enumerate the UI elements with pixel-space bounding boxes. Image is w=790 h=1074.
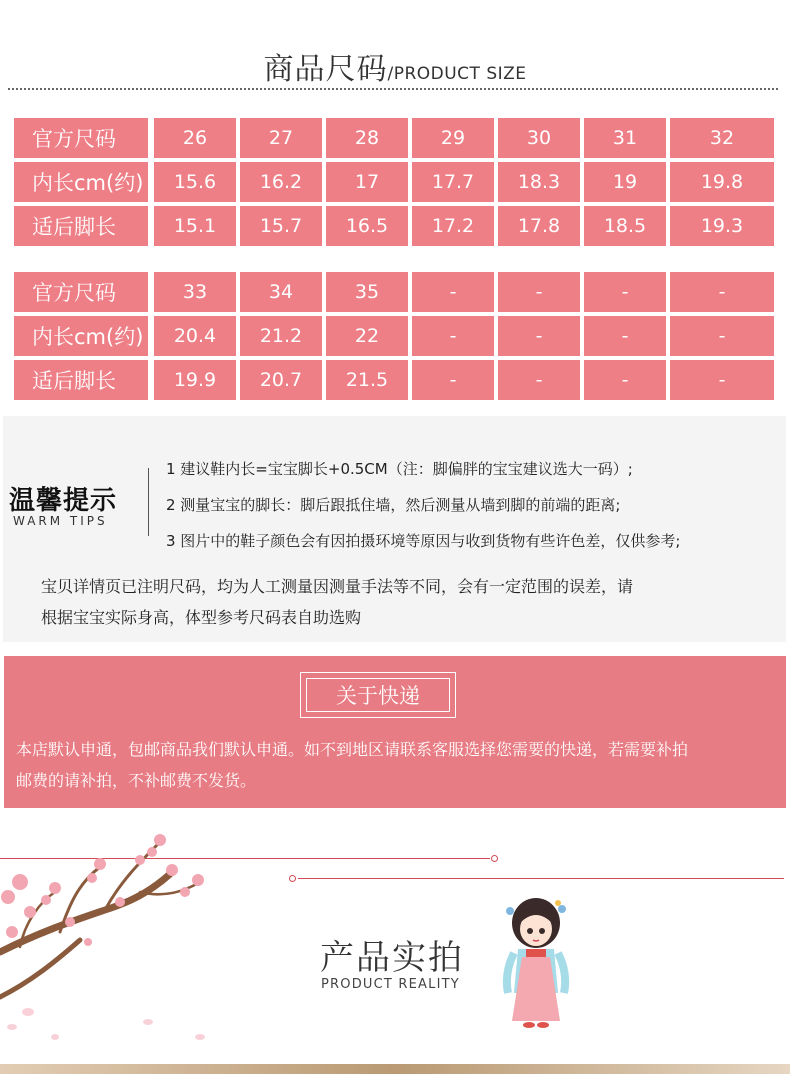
express-title-frame [300, 672, 456, 718]
tips-subtitle: WARM TIPS [13, 514, 108, 528]
girl-mascot-icon [496, 893, 576, 1033]
size-table-cell: 15.6 [154, 162, 236, 202]
express-title: 关于快递 [306, 678, 450, 712]
tips-note-line: 根据宝宝实际身高，体型参考尺码表自助选购 [41, 608, 362, 627]
size-table-row-label: 适后脚长 [14, 360, 148, 400]
tip-item: 2 测量宝宝的脚长：脚后跟抵住墙，然后测量从墙到脚的前端的距离; [166, 496, 621, 514]
tips-divider [148, 468, 149, 536]
size-table-cell: 33 [154, 272, 236, 312]
title-en: /PRODUCT SIZE [387, 64, 527, 84]
size-table-cell: 22 [326, 316, 408, 356]
size-table-row-label: 官方尺码 [14, 272, 148, 312]
page-title [0, 44, 790, 88]
size-table-cell: 15.1 [154, 206, 236, 246]
size-table-cell: - [412, 272, 494, 312]
size-table-cell: 19.3 [670, 206, 774, 246]
size-table-cell: 17.8 [498, 206, 580, 246]
size-table-cell: 31 [584, 118, 666, 158]
size-table-cell: 28 [326, 118, 408, 158]
size-table-cell: 20.7 [240, 360, 322, 400]
size-table-cell: 19 [584, 162, 666, 202]
size-table-cell: 27 [240, 118, 322, 158]
size-table-cell: - [498, 360, 580, 400]
tips-note-line: 宝贝详情页已注明尺码，均为人工测量因测量手法等不同，会有一定范围的误差，请 [41, 577, 634, 596]
size-table-cell: 16.5 [326, 206, 408, 246]
size-table-cell: 35 [326, 272, 408, 312]
divider-ring-icon [491, 855, 498, 862]
size-table-cell: - [670, 316, 774, 356]
tip-item: 3 图片中的鞋子颜色会有因拍摄环境等原因与收到货物有些许色差，仅供参考; [166, 532, 681, 550]
dotted-divider [8, 88, 778, 90]
size-table-row-label: 内长cm(约) [14, 162, 148, 202]
size-table-cell: 15.7 [240, 206, 322, 246]
size-table-cell: 19.9 [154, 360, 236, 400]
size-table-cell: 32 [670, 118, 774, 158]
size-table-cell: - [412, 316, 494, 356]
size-table-cell: - [412, 360, 494, 400]
reality-title: 产品实拍 [320, 938, 464, 978]
size-table-cell: - [498, 272, 580, 312]
size-table-cell: 18.3 [498, 162, 580, 202]
size-table-cell: 34 [240, 272, 322, 312]
reality-subtitle: PRODUCT REALITY [321, 977, 460, 992]
title-cn: 商品尺码 [263, 52, 388, 87]
size-table-cell: 18.5 [584, 206, 666, 246]
size-table-cell: 19.8 [670, 162, 774, 202]
size-table-cell: 17.2 [412, 206, 494, 246]
size-table-cell: 17 [326, 162, 408, 202]
warm-tips-panel [3, 416, 786, 642]
size-table-cell: 17.7 [412, 162, 494, 202]
divider-ring-icon [289, 875, 296, 882]
tips-title: 温馨提示 [9, 486, 118, 516]
tip-item: 1 建议鞋内长=宝宝脚长+0.5CM（注：脚偏胖的宝宝建议选大一码）; [166, 460, 633, 478]
express-text-line: 本店默认申通，包邮商品我们默认申通。如不到地区请联系客服选择您需要的快递，若需要补拍 [16, 740, 689, 759]
size-table-cell: - [584, 360, 666, 400]
size-table-cell: - [584, 316, 666, 356]
size-table-cell: 21.5 [326, 360, 408, 400]
divider-line-bottom [298, 878, 784, 879]
plum-blossom-branch-icon [0, 822, 215, 1062]
size-table-cell: - [670, 272, 774, 312]
size-table-row-label: 适后脚长 [14, 206, 148, 246]
size-table-cell: - [498, 316, 580, 356]
express-panel [4, 656, 786, 808]
size-table-row-label: 官方尺码 [14, 118, 148, 158]
size-table-cell: 20.4 [154, 316, 236, 356]
size-table-cell: - [584, 272, 666, 312]
size-table-cell: 26 [154, 118, 236, 158]
footer-bar [0, 1064, 790, 1074]
size-table-cell: 21.2 [240, 316, 322, 356]
size-table-cell: 29 [412, 118, 494, 158]
size-table-cell: 30 [498, 118, 580, 158]
express-text-line: 邮费的请补拍，不补邮费不发货。 [16, 771, 257, 790]
size-table-row-label: 内长cm(约) [14, 316, 148, 356]
size-table-cell: 16.2 [240, 162, 322, 202]
size-table-cell: - [670, 360, 774, 400]
